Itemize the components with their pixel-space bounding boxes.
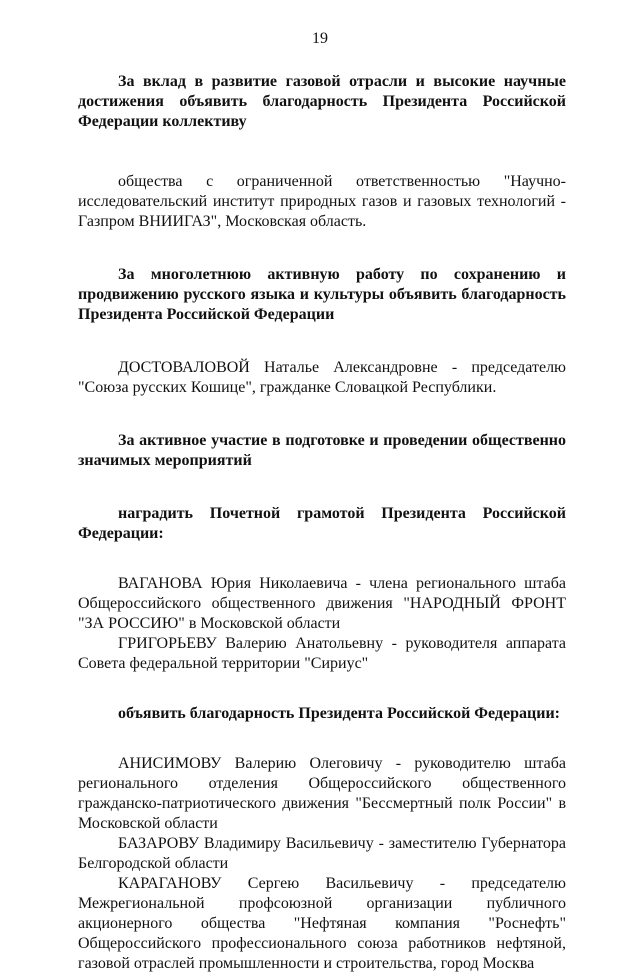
thanks-recipient-bazarov: БАЗАРОВУ Владимиру Васильевичу - заместителю Губернатора Белгородской области bbox=[78, 835, 566, 872]
thanks-heading: объявить благодарность Президента Российской Федерации: bbox=[118, 705, 560, 722]
document-body bbox=[78, 72, 566, 974]
thanks-recipient-anisimova: АНИСИМОВУ Валерию Олеговичу - руководителю штаба регионального отделения Общероссийского общественного гражданско-патриотического движения "Бессмертный полк России" в Московской области bbox=[78, 755, 566, 832]
award-heading-certificate: наградить Почетной грамотой Президента Российской Федерации: bbox=[78, 505, 566, 542]
recipient-dostovalova: ДОСТОВАЛОВОЙ Наталье Александровне - председателю "Союза русских Кошице", гражданке Словацкой Республики. bbox=[78, 359, 566, 396]
recipient-vniigaz: общества с ограниченной ответственностью "Научно-исследовательский институт природных газов и газовых технологий - Газпром ВНИИГАЗ", Московская область. bbox=[78, 173, 566, 230]
award-recipient-vaganov: ВАГАНОВА Юрия Николаевича - члена регионального штаба Общероссийского общественного движения "НАРОДНЫЙ ФРОНТ "ЗА РОССИЮ" в Московской области bbox=[78, 575, 566, 632]
section-heading-gas-industry: За вклад в развитие газовой отрасли и высокие научные достижения объявить благодарность Президента Российской Федерации коллективу bbox=[78, 73, 566, 130]
section-heading-public-events: За активное участие в подготовке и проведении общественно значимых мероприятий bbox=[78, 432, 566, 469]
page-number: 19 bbox=[312, 30, 328, 47]
section-heading-russian-language: За многолетнюю активную работу по сохранению и продвижению русского языка и культуры объявить благодарность Президента Российской Федерации bbox=[78, 266, 566, 323]
thanks-recipient-karaganov: КАРАГАНОВУ Сергею Васильевичу - председателю Межрегиональной профсоюзной организации публичного акционерного общества "Нефтяная компания "Роснефть" Общероссийского профессионального союза работников нефтяной, газовой отраслей промышленности и строительства, город Москва bbox=[78, 875, 566, 972]
award-recipient-grigorieva: ГРИГОРЬЕВУ Валерию Анатольевну - руководителя аппарата Совета федеральной территории "Сириус" bbox=[78, 635, 566, 672]
